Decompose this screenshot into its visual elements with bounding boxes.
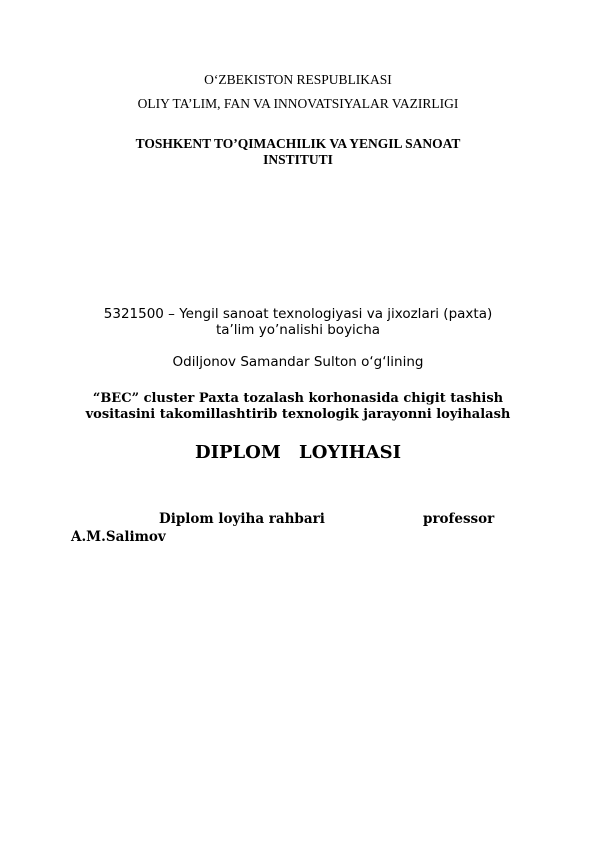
supervisor-rank: professor bbox=[423, 511, 495, 527]
specialty-line2: ta’lim yo’nalishi boyicha bbox=[215, 322, 381, 338]
supervisor-name: A.M.Salimov bbox=[71, 529, 166, 545]
student-name: Odiljonov Samandar Sulton o‘g‘lining bbox=[172, 354, 424, 370]
institute-heading-line1: TOSHKENT TO’QIMACHILIK VA YENGIL SANOAT bbox=[135, 136, 461, 151]
document-title: DIPLOM LOYIHASI bbox=[194, 442, 402, 463]
country-heading: O‘ZBEKISTON RESPUBLIKASI bbox=[204, 72, 392, 87]
ministry-heading: OLIY TA’LIM, FAN VA INNOVATSIYALAR VAZIRLIGI bbox=[137, 96, 459, 111]
institute-heading-line2: INSTITUTI bbox=[263, 152, 333, 167]
topic-line2: vositasini takomillashtirib texnologik jarayonni loyihalash bbox=[85, 407, 511, 422]
supervisor-role: Diplom loyiha rahbari bbox=[159, 511, 325, 527]
specialty-line1: 5321500 – Yengil sanoat texnologiyasi va jixozlari (paxta) bbox=[103, 306, 493, 322]
topic-line1: “BEC” cluster Paxta tozalash korhonasida chigit tashish bbox=[92, 391, 504, 406]
